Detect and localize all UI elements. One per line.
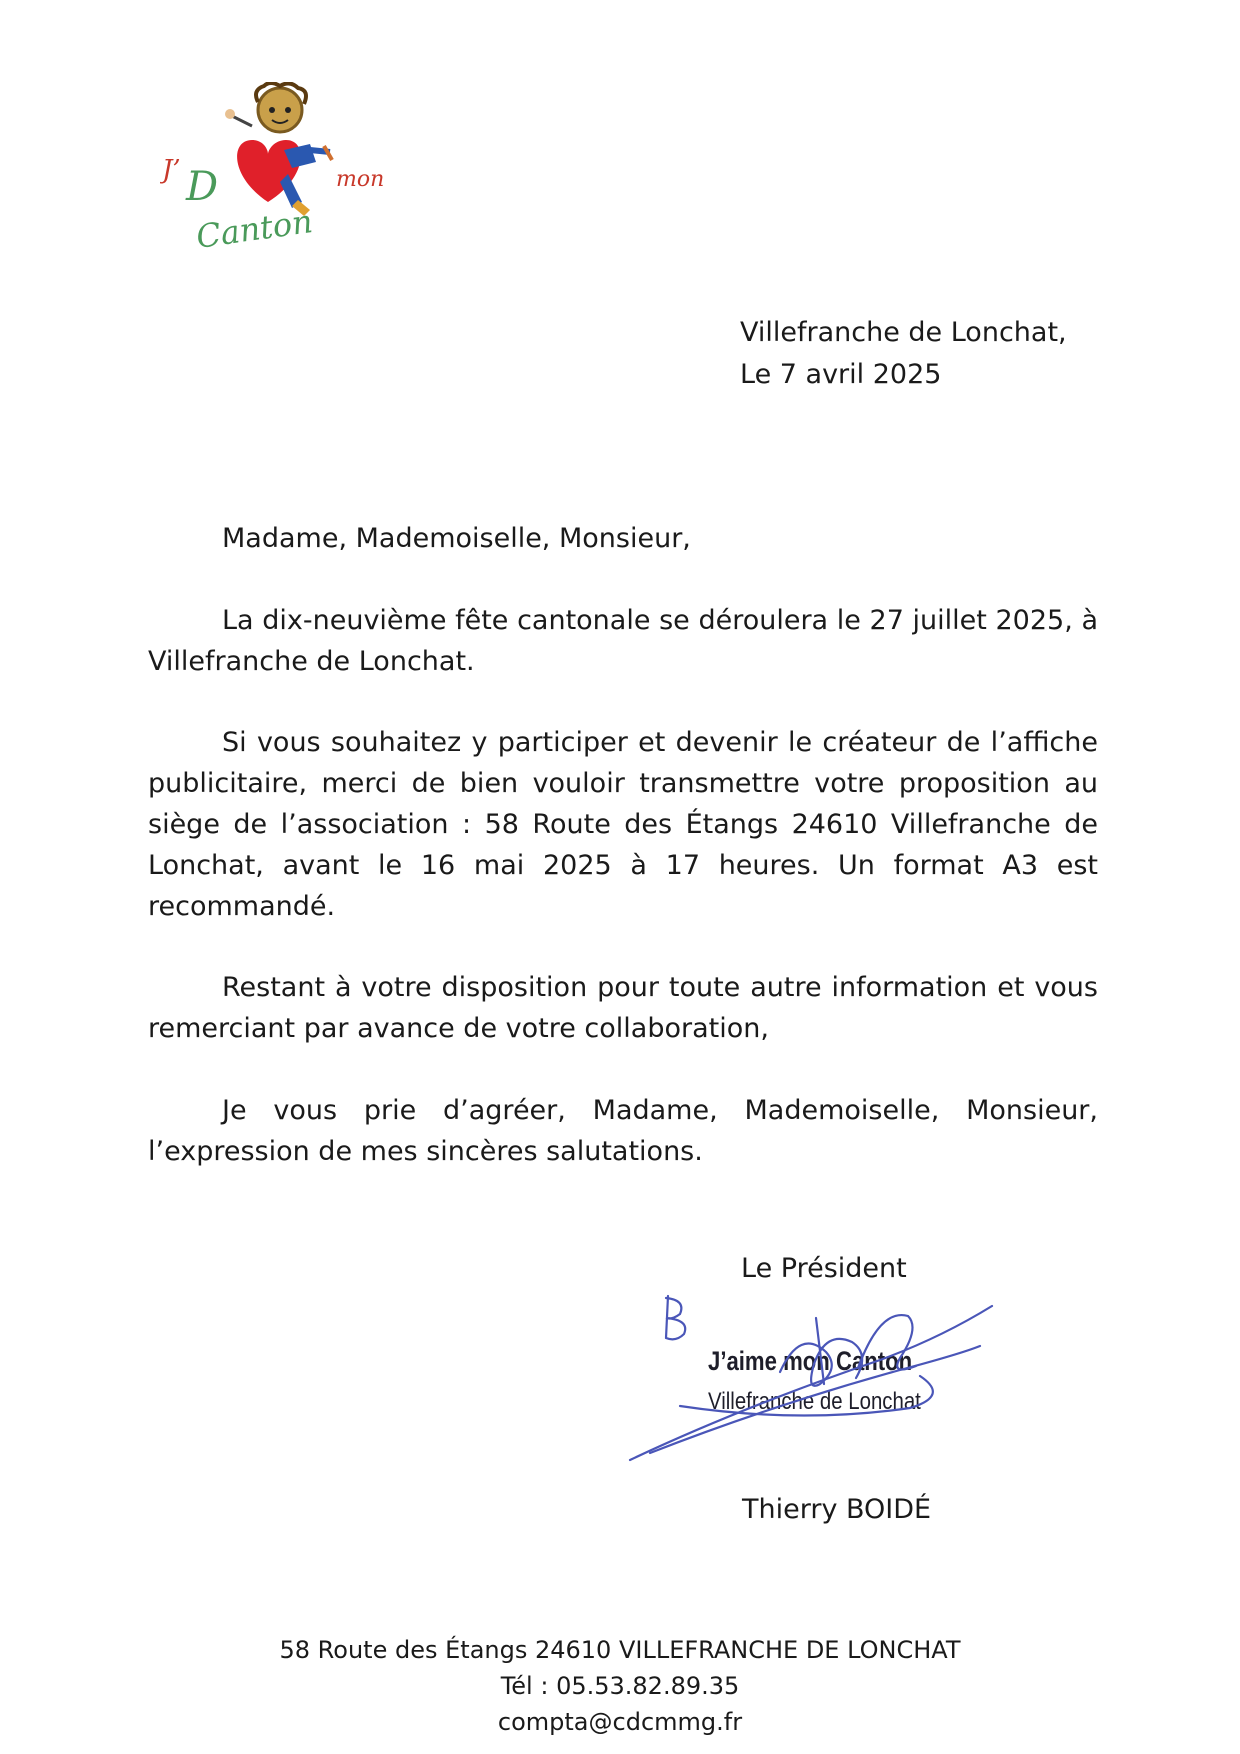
- place-text: Villefranche de Lonchat,: [740, 317, 1067, 348]
- association-stamp: [620, 1288, 1010, 1478]
- signer-title: Le Président: [741, 1253, 907, 1284]
- salutation: Madame, Mademoiselle, Monsieur,: [222, 523, 691, 554]
- logo-mon: mon: [336, 167, 385, 192]
- date-text: Le 7 avril 2025: [740, 359, 942, 390]
- place-date-block: [740, 312, 1067, 396]
- signer-name: Thierry BOIDÉ: [742, 1494, 932, 1525]
- heart-mascot-icon: [160, 82, 400, 282]
- footer-address: 58 Route des Étangs 24610 VILLEFRANCHE DE LONCHAT: [279, 1636, 961, 1664]
- stamp-line-name: J’aime mon Canton: [708, 1346, 913, 1376]
- paragraph-submission: Si vous souhaitez y participer et devenir le créateur de l’affiche publicitaire, merci de bien vouloir transmettre votre proposition au siège de l’association : 58 Route des Étangs 24610 Villefranche de Lonchat, avant le 16 mai 2025 à 17 heures. Un format A3 est recommandé.: [148, 727, 1098, 922]
- paragraph-availability: Restant à votre disposition pour toute autre information et vous remerciant par avance de votre collaboration,: [148, 972, 1098, 1044]
- association-logo: [160, 82, 400, 282]
- logo-canton: Canton: [193, 202, 315, 256]
- footer-phone: Tél : 05.53.82.89.35: [500, 1672, 740, 1700]
- paragraph-closing: Je vous prie d’agréer, Madame, Mademoiselle, Monsieur, l’expression de mes sincères salutations.: [148, 1095, 1098, 1167]
- svg-text:D: D: [186, 164, 219, 210]
- footer-contact: [0, 1632, 1240, 1740]
- handwritten-signature-icon: [620, 1288, 1010, 1478]
- paragraph-event-date: La dix-neuvième fête cantonale se déroulera le 27 juillet 2025, à Villefranche de Lonchat.: [148, 605, 1098, 677]
- logo-j: J’: [162, 155, 181, 185]
- footer-email[interactable]: compta@cdcmmg.fr: [497, 1708, 743, 1736]
- stamp-line-town: Villefranche de Lonchat: [708, 1388, 921, 1415]
